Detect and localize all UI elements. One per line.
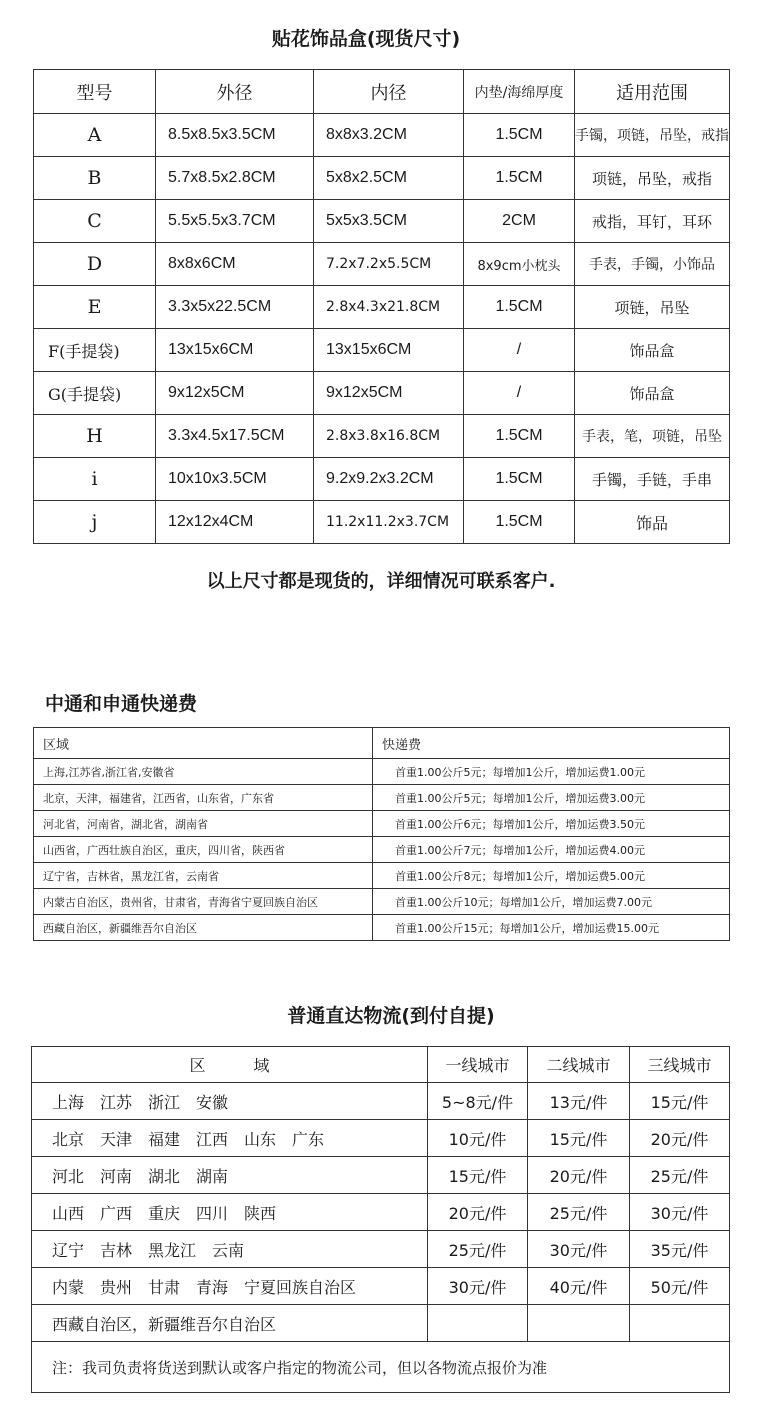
logistics-table-title: 普通直达物流(到付自提) [287, 1005, 495, 1027]
header-region: 区域 [34, 728, 373, 759]
tier2-cell: 20元/件 [528, 1157, 630, 1194]
tier1-cell: 15元/件 [428, 1157, 528, 1194]
header-inner: 内径 [314, 70, 464, 114]
region-cell: 西藏自治区，新疆维吾尔自治区 [32, 1305, 428, 1342]
header-use: 适用范围 [575, 70, 730, 114]
box-table-header-row [34, 70, 730, 114]
model-cell: C [34, 200, 156, 243]
model-cell: j [34, 501, 156, 544]
thickness-cell: 2CM [464, 200, 575, 243]
table-row [32, 1305, 730, 1342]
table-row [34, 286, 730, 329]
logistics-note: 注：我司负责将货送到默认或客户指定的物流公司，但以各物流点报价为准 [32, 1342, 730, 1393]
table-row [32, 1268, 730, 1305]
thickness-cell: / [464, 329, 575, 372]
model-cell: F(手提袋) [34, 329, 156, 372]
outer-size-cell: 10x10x3.5CM [156, 458, 314, 501]
logistics-table-header-row [32, 1047, 730, 1083]
header-tier1: 一线城市 [428, 1047, 528, 1083]
model-cell: A [34, 114, 156, 157]
use-cell: 手镯，手链，手串 [575, 458, 730, 501]
outer-size-cell: 13x15x6CM [156, 329, 314, 372]
tier2-cell [528, 1305, 630, 1342]
header-model: 型号 [34, 70, 156, 114]
table-row [34, 329, 730, 372]
thickness-cell: 1.5CM [464, 286, 575, 329]
tier2-cell: 30元/件 [528, 1231, 630, 1268]
table-row [34, 501, 730, 544]
outer-size-cell: 12x12x4CM [156, 501, 314, 544]
model-cell: B [34, 157, 156, 200]
tier3-cell: 15元/件 [630, 1083, 730, 1120]
region-cell: 上海,江苏省,浙江省,安徽省 [34, 759, 373, 785]
table-row [34, 157, 730, 200]
region-cell: 内蒙 贵州 甘肃 青海 宁夏回族自治区 [32, 1268, 428, 1305]
express-table-title: 中通和申通快递费 [45, 693, 198, 715]
model-cell: G(手提袋) [34, 372, 156, 415]
table-row [34, 458, 730, 501]
table-row [34, 243, 730, 286]
region-cell: 辽宁 吉林 黑龙江 云南 [32, 1231, 428, 1268]
region-cell: 山西省，广西壮族自治区，重庆，四川省，陕西省 [34, 837, 373, 863]
tier1-cell: 10元/件 [428, 1120, 528, 1157]
tier1-cell: 5~8元/件 [428, 1083, 528, 1120]
inner-size-cell: 9.2x9.2x3.2CM [314, 458, 464, 501]
header-outer: 外径 [156, 70, 314, 114]
header-region: 区 域 [32, 1047, 428, 1083]
inner-size-cell: 13x15x6CM [314, 329, 464, 372]
fee-cell: 首重1.00公斤5元；每增加1公斤，增加运费1.00元 [373, 759, 730, 785]
use-cell: 手镯，项链，吊坠，戒指 [575, 114, 730, 157]
table-row [34, 759, 730, 785]
region-cell: 西藏自治区，新疆维吾尔自治区 [34, 915, 373, 941]
tier3-cell: 35元/件 [630, 1231, 730, 1268]
region-cell: 辽宁省，吉林省，黑龙江省，云南省 [34, 863, 373, 889]
tier3-cell [630, 1305, 730, 1342]
table-row [34, 785, 730, 811]
outer-size-cell: 5.5x5.5x3.7CM [156, 200, 314, 243]
logistics-fee-table [31, 1046, 730, 1393]
table-row [34, 200, 730, 243]
region-cell: 河北省，河南省，湖北省，湖南省 [34, 811, 373, 837]
region-cell: 北京，天津，福建省，江西省，山东省，广东省 [34, 785, 373, 811]
outer-size-cell: 9x12x5CM [156, 372, 314, 415]
tier1-cell: 30元/件 [428, 1268, 528, 1305]
inner-size-cell: 8x8x3.2CM [314, 114, 464, 157]
table-row [34, 863, 730, 889]
region-cell: 内蒙古自治区，贵州省，甘肃省，青海省宁夏回族自治区 [34, 889, 373, 915]
inner-size-cell: 7.2x7.2x5.5CM [314, 243, 464, 286]
inner-size-cell: 5x8x2.5CM [314, 157, 464, 200]
table-row [32, 1083, 730, 1120]
fee-cell: 首重1.00公斤8元；每增加1公斤，增加运费5.00元 [373, 863, 730, 889]
fee-cell: 首重1.00公斤6元；每增加1公斤，增加运费3.50元 [373, 811, 730, 837]
table-row [34, 372, 730, 415]
table-row [32, 1231, 730, 1268]
thickness-cell: 1.5CM [464, 157, 575, 200]
tier1-cell: 20元/件 [428, 1194, 528, 1231]
use-cell: 饰品盒 [575, 329, 730, 372]
model-cell: E [34, 286, 156, 329]
table-row [32, 1194, 730, 1231]
fee-cell: 首重1.00公斤7元；每增加1公斤，增加运费4.00元 [373, 837, 730, 863]
header-fee: 快递费 [373, 728, 730, 759]
inner-size-cell: 9x12x5CM [314, 372, 464, 415]
model-cell: i [34, 458, 156, 501]
inner-size-cell: 11.2x11.2x3.7CM [314, 501, 464, 544]
outer-size-cell: 8x8x6CM [156, 243, 314, 286]
table-row [34, 415, 730, 458]
region-cell: 山西 广西 重庆 四川 陕西 [32, 1194, 428, 1231]
fee-cell: 首重1.00公斤5元；每增加1公斤，增加运费3.00元 [373, 785, 730, 811]
use-cell: 项链，吊坠 [575, 286, 730, 329]
fee-cell: 首重1.00公斤15元；每增加1公斤，增加运费15.00元 [373, 915, 730, 941]
tier2-cell: 40元/件 [528, 1268, 630, 1305]
use-cell: 饰品 [575, 501, 730, 544]
table-row [32, 1120, 730, 1157]
inner-size-cell: 2.8x3.8x16.8CM [314, 415, 464, 458]
region-cell: 北京 天津 福建 江西 山东 广东 [32, 1120, 428, 1157]
model-cell: D [34, 243, 156, 286]
model-cell: H [34, 415, 156, 458]
table-row [32, 1157, 730, 1194]
use-cell: 手表，手镯，小饰品 [575, 243, 730, 286]
header-tier2: 二线城市 [528, 1047, 630, 1083]
fee-cell: 首重1.00公斤10元；每增加1公斤，增加运费7.00元 [373, 889, 730, 915]
tier2-cell: 25元/件 [528, 1194, 630, 1231]
express-table-header-row [34, 728, 730, 759]
thickness-cell: / [464, 372, 575, 415]
outer-size-cell: 8.5x8.5x3.5CM [156, 114, 314, 157]
region-cell: 河北 河南 湖北 湖南 [32, 1157, 428, 1194]
outer-size-cell: 5.7x8.5x2.8CM [156, 157, 314, 200]
inner-size-cell: 5x5x3.5CM [314, 200, 464, 243]
table-row [34, 915, 730, 941]
tier2-cell: 13元/件 [528, 1083, 630, 1120]
box-table-footnote: 以上尺寸都是现货的，详细情况可联系客户. [206, 571, 556, 592]
thickness-cell: 1.5CM [464, 415, 575, 458]
tier1-cell [428, 1305, 528, 1342]
tier2-cell: 15元/件 [528, 1120, 630, 1157]
header-tier3: 三线城市 [630, 1047, 730, 1083]
thickness-cell: 1.5CM [464, 458, 575, 501]
tier3-cell: 50元/件 [630, 1268, 730, 1305]
table-row [34, 114, 730, 157]
use-cell: 饰品盒 [575, 372, 730, 415]
outer-size-cell: 3.3x5x22.5CM [156, 286, 314, 329]
tier3-cell: 20元/件 [630, 1120, 730, 1157]
note-row [32, 1342, 730, 1393]
box-size-table [33, 69, 730, 544]
tier3-cell: 30元/件 [630, 1194, 730, 1231]
table-row [34, 889, 730, 915]
express-fee-table [33, 727, 730, 941]
outer-size-cell: 3.3x4.5x17.5CM [156, 415, 314, 458]
table-row [34, 811, 730, 837]
box-table-title: 贴花饰品盒(现货尺寸) [271, 28, 461, 50]
tier3-cell: 25元/件 [630, 1157, 730, 1194]
use-cell: 手表，笔，项链，吊坠 [575, 415, 730, 458]
thickness-cell: 8x9cm小枕头 [464, 243, 575, 286]
use-cell: 项链，吊坠，戒指 [575, 157, 730, 200]
header-thickness: 内垫/海绵厚度 [464, 70, 575, 114]
thickness-cell: 1.5CM [464, 114, 575, 157]
table-row [34, 837, 730, 863]
tier1-cell: 25元/件 [428, 1231, 528, 1268]
region-cell: 上海 江苏 浙江 安徽 [32, 1083, 428, 1120]
use-cell: 戒指，耳钉，耳环 [575, 200, 730, 243]
thickness-cell: 1.5CM [464, 501, 575, 544]
inner-size-cell: 2.8x4.3x21.8CM [314, 286, 464, 329]
